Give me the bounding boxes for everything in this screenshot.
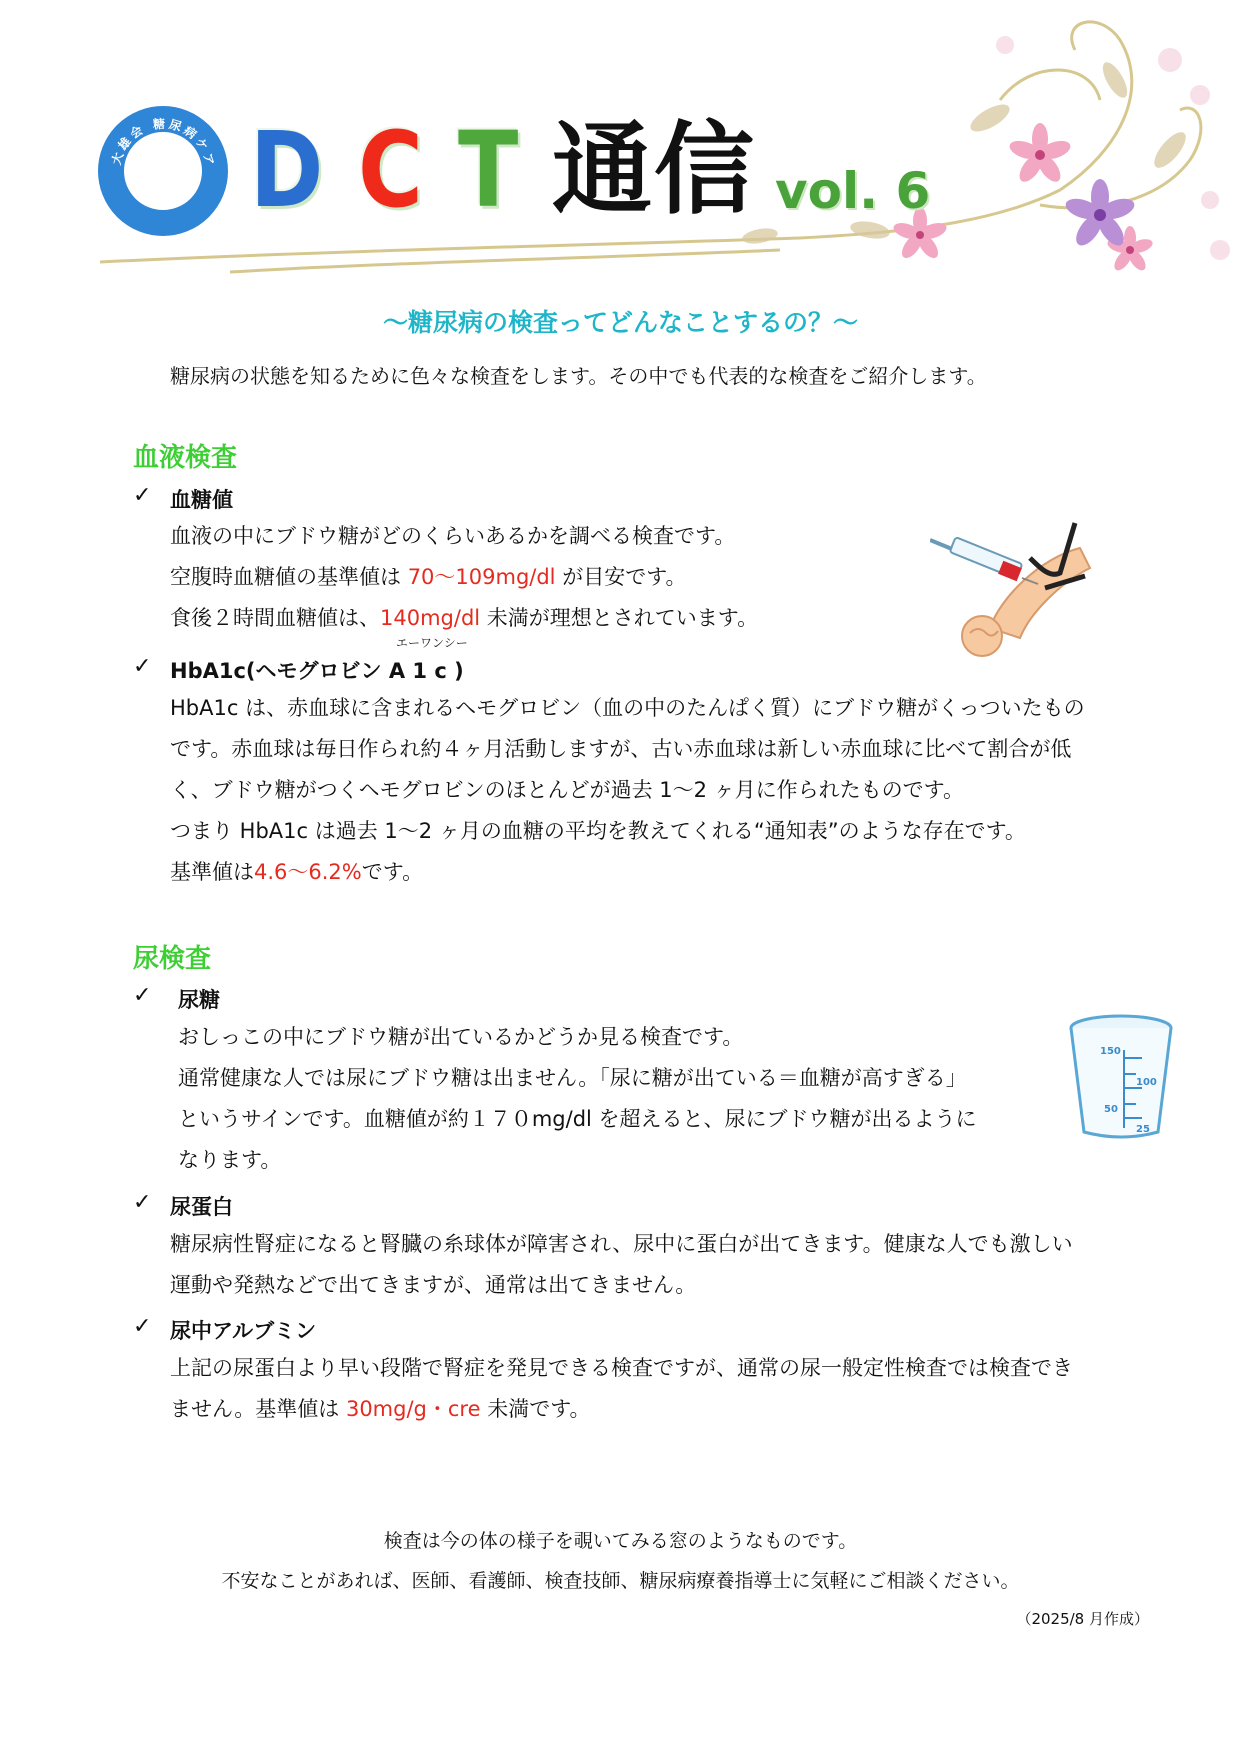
newsletter-title: 通信: [552, 111, 756, 228]
cup-mark: 150: [1100, 1046, 1121, 1057]
urine-sugar-line-3: というサインです。血糖値が約１７０mg/dl を超えると、尿にブドウ糖が出るように: [178, 1107, 977, 1131]
creation-date: （2025/8 月作成）: [1016, 1610, 1149, 1628]
urine-albumin-line-2: ません。基準値は 30mg/g・cre 未満です。: [170, 1397, 591, 1421]
letter-d: D: [250, 109, 324, 231]
albumin-range: 30mg/g・cre: [345, 1397, 481, 1421]
intro-text: 糖尿病の状態を知るために色々な検査をします。その中でも代表的な検査をご紹介します。: [170, 364, 987, 388]
urine-cup-illustration: [1066, 1014, 1176, 1144]
glucose-line-1: 血液の中にブドウ糖がどのくらいあるかを調べる検査です。: [170, 524, 736, 548]
glucose-line-2: 空腹時血糖値の基準値は 70～109mg/dl が目安です。: [170, 565, 687, 589]
hba1c-ruby: エーワンシー: [396, 636, 468, 650]
hba1c-title: HbA1c(ヘモグロビン A 1 c ): [170, 659, 464, 683]
postprandial-glucose-value: 140mg/dl: [380, 606, 481, 630]
letter-c: C: [358, 109, 423, 231]
fasting-glucose-range: 70～109mg/dl: [407, 565, 556, 589]
urine-albumin-line-1: 上記の尿蛋白より早い段階で腎症を発見できる検査ですが、通常の尿一般定性検査では検査でき: [170, 1356, 1073, 1380]
volume-label: vol. 6: [775, 162, 931, 220]
urine-sugar-line-1: おしっこの中にブドウ糖が出ているかどうか見る検査です。: [178, 1025, 744, 1049]
glucose-line-3: 食後２時間血糖値は、140mg/dl 未満が理想とされています。: [170, 606, 759, 630]
hba1c-line-1: HbA1c は、赤血球に含まれるヘモグロビン（血の中のたんぱく質）にブドウ糖がくっついたもの: [170, 696, 1085, 720]
closing-line-1: 検査は今の体の様子を覗いてみる窓のようなものです。: [383, 1530, 858, 1552]
page-subtitle: ～糖尿病の検査ってどんなことするの？～: [382, 308, 858, 337]
hba1c-line-4: つまり HbA1c は過去 1～2 ヶ月の血糖の平均を教えてくれる“通知表”のような存在です。: [170, 819, 1026, 843]
letter-t: T: [458, 109, 519, 231]
hba1c-line-3: く、ブドウ糖がつくヘモグロビンのほとんどが過去 1～2 ヶ月に作られたものです。: [170, 778, 964, 802]
glucose-title: 血糖値: [170, 488, 233, 512]
check-icon: ✓: [133, 654, 152, 679]
hba1c-line-2: です。赤血球は毎日作られ約４ヶ月活動しますが、古い赤血球は新しい赤血球に比べて割合が低: [170, 737, 1072, 761]
closing-line-2: 不安なことがあれば、医師、看護師、検査技師、糖尿病療養指導士に気軽にご相談ください。: [221, 1570, 1020, 1592]
urine-sugar-title: 尿糖: [178, 988, 220, 1012]
cup-mark: 50: [1104, 1104, 1118, 1115]
hba1c-line-5: 基準値は4.6～6.2%です。: [170, 860, 424, 884]
check-icon: ✓: [133, 1190, 152, 1215]
urine-protein-line-1: 糖尿病性腎症になると腎臓の糸球体が障害され、尿中に蛋白が出てきます。健康な人でも激しい: [170, 1232, 1073, 1256]
check-icon: ✓: [133, 983, 152, 1008]
hba1c-range: 4.6～6.2%: [254, 860, 362, 884]
check-icon: ✓: [133, 1314, 152, 1339]
urine-sugar-line-4: なります。: [178, 1148, 282, 1172]
logo-ring-icon: [96, 104, 230, 238]
cup-mark: 25: [1136, 1124, 1150, 1135]
team-logo: [96, 104, 230, 238]
urine-sugar-line-2: 通常健康な人では尿にブドウ糖は出ません。「尿に糖が出ている＝血糖が高すぎる」: [178, 1066, 967, 1090]
urine-test-heading: 尿検査: [133, 944, 212, 974]
blood-test-heading: 血液検査: [133, 443, 238, 473]
logo-text: 大雄会 糖尿病ケア: [109, 116, 218, 170]
cup-mark: 100: [1136, 1077, 1157, 1088]
urine-albumin-title: 尿中アルブミン: [170, 1319, 317, 1343]
urine-protein-title: 尿蛋白: [170, 1195, 233, 1219]
blood-draw-illustration: [930, 518, 1100, 658]
urine-protein-line-2: 運動や発熱などで出てきますが、通常は出てきません。: [170, 1273, 697, 1297]
check-icon: ✓: [133, 483, 152, 508]
